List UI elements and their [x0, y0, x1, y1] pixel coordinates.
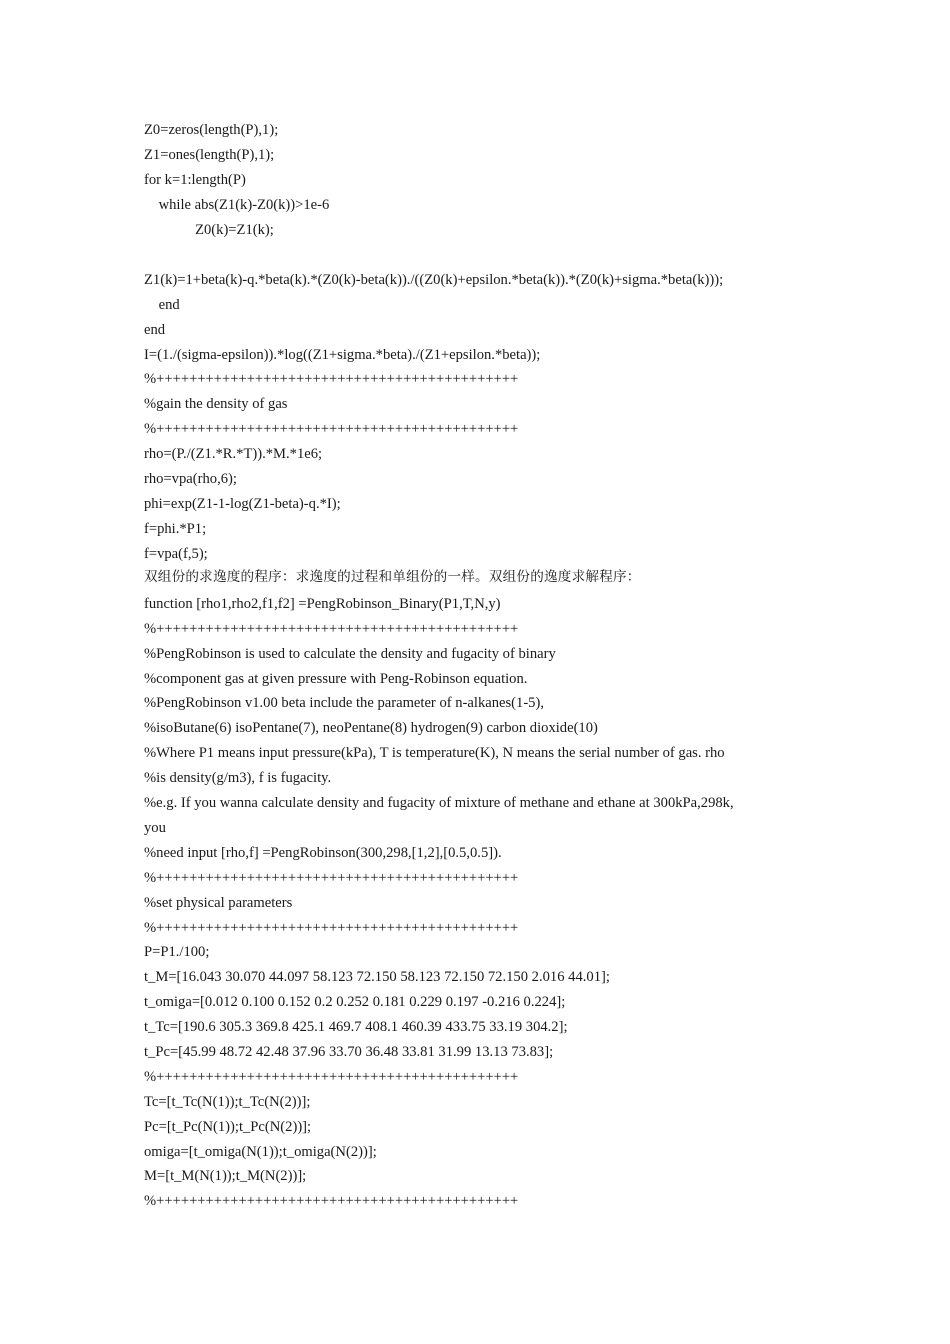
- code-line: Tc=[t_Tc(N(1));t_Tc(N(2))];: [144, 1094, 311, 1110]
- comment-line: %isoButane(6) isoPentane(7), neoPentane(8) hydrogen(9) carbon dioxide(10): [144, 720, 598, 736]
- comment-line: %need input [rho,f] =PengRobinson(300,298,[1,2],[0.5,0.5]).: [144, 845, 502, 861]
- code-line: function [rho1,rho2,f1,f2] =PengRobinson_Binary(P1,T,N,y): [144, 596, 501, 612]
- comment-separator: %++++++++++++++++++++++++++++++++++++++++++++: [144, 920, 519, 936]
- comment-line: you: [144, 820, 166, 836]
- chinese-heading-line: 双组份的求逸度的程序：求逸度的过程和单组份的一样。双组份的逸度求解程序：: [144, 569, 641, 585]
- comment-line: %gain the density of gas: [144, 396, 288, 412]
- code-line: f=vpa(f,5);: [144, 546, 208, 562]
- code-line: end: [144, 297, 180, 313]
- comment-line: %e.g. If you wanna calculate density and fugacity of mixture of methane and ethane at 300kPa,298k,: [144, 795, 734, 811]
- code-line: end: [144, 322, 166, 338]
- code-line: Z0(k)=Z1(k);: [144, 222, 274, 238]
- code-line: t_omiga=[0.012 0.100 0.152 0.2 0.252 0.181 0.229 0.197 -0.216 0.224];: [144, 994, 566, 1010]
- code-line: t_Pc=[45.99 48.72 42.48 37.96 33.70 36.48 33.81 31.99 13.13 73.83];: [144, 1044, 554, 1060]
- comment-separator: %++++++++++++++++++++++++++++++++++++++++++++: [144, 1069, 519, 1085]
- code-line: rho=vpa(rho,6);: [144, 471, 237, 487]
- code-line: Z0=zeros(length(P),1);: [144, 122, 279, 138]
- comment-line: %Where P1 means input pressure(kPa), T is temperature(K), N means the serial number of gas. rho: [144, 745, 725, 761]
- comment-separator: %++++++++++++++++++++++++++++++++++++++++++++: [144, 870, 519, 886]
- code-line: P=P1./100;: [144, 944, 210, 960]
- code-line: M=[t_M(N(1));t_M(N(2))];: [144, 1168, 307, 1184]
- comment-separator: %++++++++++++++++++++++++++++++++++++++++++++: [144, 1193, 519, 1209]
- code-line: phi=exp(Z1-1-log(Z1-beta)-q.*I);: [144, 496, 341, 512]
- comment-line: %component gas at given pressure with Peng-Robinson equation.: [144, 671, 528, 687]
- code-line: for k=1:length(P): [144, 172, 246, 188]
- code-line: Z1(k)=1+beta(k)-q.*beta(k).*(Z0(k)-beta(k))./((Z0(k)+epsilon.*beta(k)).*(Z0(k)+sigma.*beta(k)));: [144, 272, 724, 288]
- code-line: while abs(Z1(k)-Z0(k))>1e-6: [144, 197, 330, 213]
- code-line: omiga=[t_omiga(N(1));t_omiga(N(2))];: [144, 1144, 377, 1160]
- code-line: f=phi.*P1;: [144, 521, 207, 537]
- comment-line: %PengRobinson v1.00 beta include the parameter of n-alkanes(1-5),: [144, 695, 544, 711]
- comment-separator: %++++++++++++++++++++++++++++++++++++++++++++: [144, 371, 519, 387]
- comment-separator: %++++++++++++++++++++++++++++++++++++++++++++: [144, 421, 519, 437]
- comment-line: %is density(g/m3), f is fugacity.: [144, 770, 332, 786]
- code-line: I=(1./(sigma-epsilon)).*log((Z1+sigma.*beta)./(Z1+epsilon.*beta));: [144, 347, 541, 363]
- comment-line: %PengRobinson is used to calculate the density and fugacity of binary: [144, 646, 556, 662]
- code-line: t_M=[16.043 30.070 44.097 58.123 72.150 58.123 72.150 72.150 2.016 44.01];: [144, 969, 610, 985]
- code-line: Z1=ones(length(P),1);: [144, 147, 275, 163]
- comment-line: %set physical parameters: [144, 895, 293, 911]
- comment-separator: %++++++++++++++++++++++++++++++++++++++++++++: [144, 621, 519, 637]
- code-line: Pc=[t_Pc(N(1));t_Pc(N(2))];: [144, 1119, 312, 1135]
- code-line: t_Tc=[190.6 305.3 369.8 425.1 469.7 408.1 460.39 433.75 33.19 304.2];: [144, 1019, 568, 1035]
- code-line: rho=(P./(Z1.*R.*T)).*M.*1e6;: [144, 446, 323, 462]
